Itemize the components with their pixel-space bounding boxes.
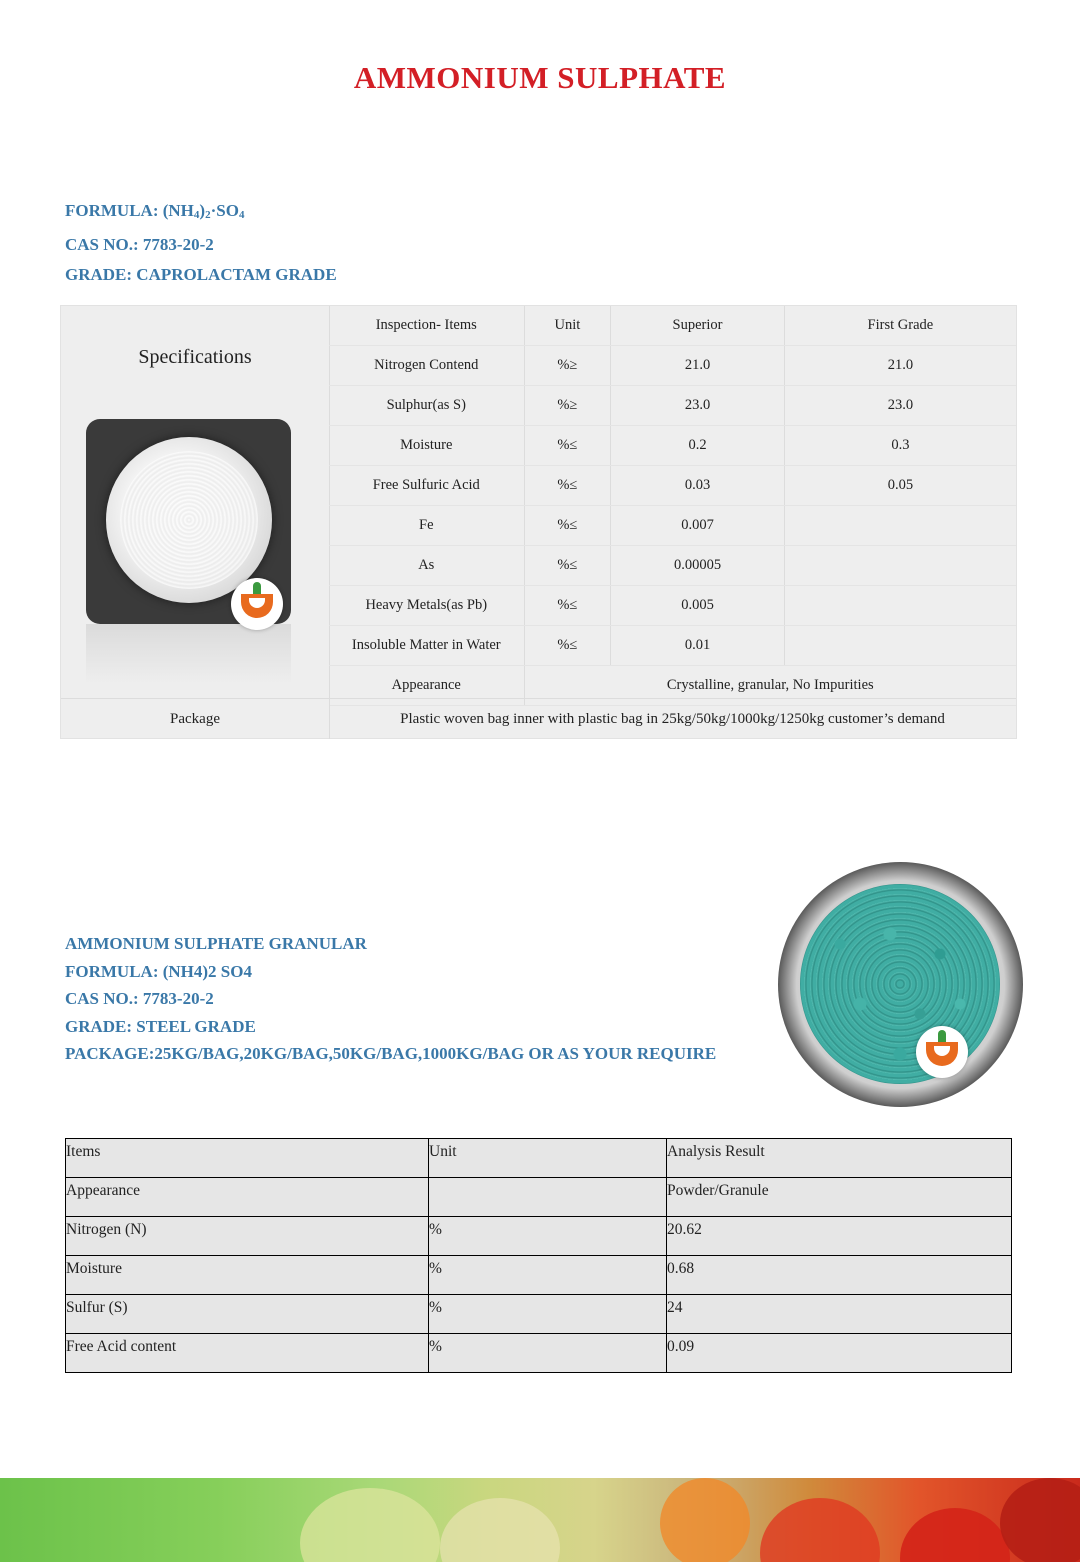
table-header-row [66,1139,1012,1178]
table-cell: 0.01 [611,626,785,666]
table-cell: 23.0 [784,386,1016,426]
package-row [61,698,1016,739]
table-cell: 24 [667,1295,1012,1334]
table-cell: Free Acid content [66,1334,429,1373]
table-cell: Nitrogen (N) [66,1217,429,1256]
table-row [66,1334,1012,1373]
table-cell: 0.05 [784,466,1016,506]
table-row [66,1178,1012,1217]
table-cell: Appearance [66,1178,429,1217]
package-label: Package [61,699,330,739]
granular-cas-number: CAS NO.: 7783-20-2 [65,989,214,1008]
header-cell: Unit [524,306,611,346]
table-cell [429,1178,667,1217]
table-cell: %≤ [524,546,611,586]
product-info-block [65,196,337,290]
appearance-value: Crystalline, granular, No Impurities [524,666,1016,706]
table-cell: 0.03 [611,466,785,506]
table-cell: Nitrogen Contend [329,346,524,386]
table-row [329,426,1016,466]
header-cell: Analysis Result [667,1139,1012,1178]
table-cell: % [429,1295,667,1334]
specifications-side-panel [61,306,330,698]
granular-info-block [65,930,716,1068]
table-cell: 0.68 [667,1256,1012,1295]
table-row [66,1217,1012,1256]
brand-logo-icon [231,578,283,630]
spec-grid [329,306,1016,706]
table-cell: Free Sulfuric Acid [329,466,524,506]
table-cell: %≤ [524,466,611,506]
table-cell: Moisture [66,1256,429,1295]
granular-grade: GRADE: STEEL GRADE [65,1016,256,1036]
table-cell: % [429,1334,667,1373]
granular-product-image [778,862,1023,1107]
table-cell: %≥ [524,346,611,386]
table-cell: 0.3 [784,426,1016,466]
table-cell: % [429,1217,667,1256]
table-cell [784,546,1016,586]
table-cell: Moisture [329,426,524,466]
analysis-table [65,1138,1012,1373]
image-reflection [86,624,291,684]
table-cell [784,506,1016,546]
table-row [329,626,1016,666]
table-cell: Fe [329,506,524,546]
table-cell: %≤ [524,506,611,546]
granular-product-name: AMMONIUM SULPHATE GRANULAR [65,934,367,953]
table-cell: As [329,546,524,586]
page-title: AMMONIUM SULPHATE [353,60,727,95]
brand-logo-icon [916,1026,968,1078]
table-cell: 21.0 [611,346,785,386]
table-cell: 0.00005 [611,546,785,586]
package-value: Plastic woven bag inner with plastic bag in 25kg/50kg/1000kg/1250kg customer’s demand [400,711,945,727]
table-cell: % [429,1256,667,1295]
table-row [329,546,1016,586]
table-row [329,466,1016,506]
cas-number: CAS NO.: 7783-20-2 [65,235,214,254]
table-cell: Heavy Metals(as Pb) [329,586,524,626]
table-cell: 0.005 [611,586,785,626]
table-cell: 20.62 [667,1217,1012,1256]
table-cell [784,626,1016,666]
table-cell: %≤ [524,626,611,666]
table-row [329,506,1016,546]
table-row [329,386,1016,426]
header-cell: Unit [429,1139,667,1178]
grade-line: GRADE: CAPROLACTAM GRADE [65,265,337,284]
table-cell: 0.09 [667,1334,1012,1373]
vegetables-banner-image [0,1478,1080,1562]
granular-package: PACKAGE:25KG/BAG,20KG/BAG,50KG/BAG,1000KG/BAG OR AS YOUR REQUIRE [65,1044,717,1063]
table-row [66,1256,1012,1295]
table-cell: 23.0 [611,386,785,426]
table-cell: %≥ [524,386,611,426]
table-cell: Powder/Granule [667,1178,1012,1217]
table-cell: 0.2 [611,426,785,466]
table-cell: 0.007 [611,506,785,546]
table-cell: %≤ [524,586,611,626]
header-cell: First Grade [784,306,1016,346]
table-row [329,586,1016,626]
header-cell: Superior [611,306,785,346]
header-cell: Inspection- Items [329,306,524,346]
table-cell [784,586,1016,626]
table-cell: Sulfur (S) [66,1295,429,1334]
table-row [329,346,1016,386]
table-cell: Sulphur(as S) [329,386,524,426]
table-cell: 21.0 [784,346,1016,386]
formula-line: FORMULA: $(NH_4)_2\cdot SO_4$ [65,201,245,221]
granular-formula: FORMULA: (NH4)2 SO4 [65,961,252,981]
appearance-label: Appearance [329,666,524,706]
specifications-table [60,305,1017,739]
table-row [66,1295,1012,1334]
table-cell: %≤ [524,426,611,466]
header-cell: Items [66,1139,429,1178]
specifications-label: Specifications [138,346,252,368]
table-header-row [329,306,1016,346]
table-cell: Insoluble Matter in Water [329,626,524,666]
